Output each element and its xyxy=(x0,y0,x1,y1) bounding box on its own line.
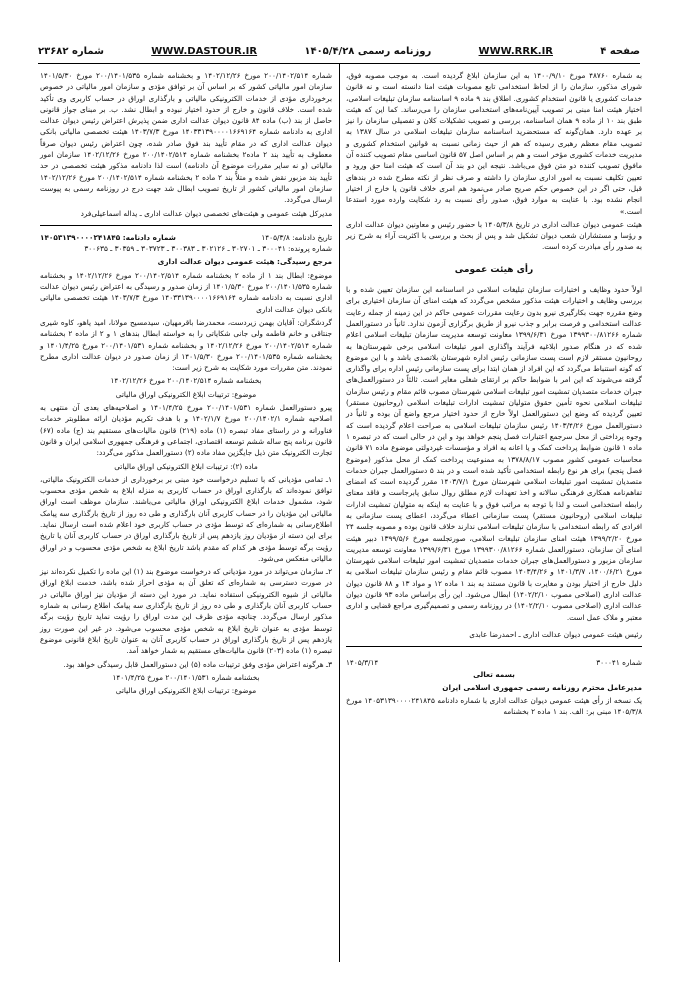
article-title: ماده (۲): ترتیبات ابلاغ الکترونیکی اوراق مالیاتی xyxy=(114,461,258,471)
claimants: گردشگران: آقایان بهمن زیردست، محمدرضا باقرمهیان، سیدمسیح مولانا، امید یاهو، کاوه شیری جنتاقی و خانم فاطمه ولی جانی شکایاتی را به خواسته ابطال بندهای ۱ و ۲ از ماده ۲ بخشنامه شماره ۲۰۰/۱۴۰۲/۵۱۴ مورخ ۱۴۰۲/۱۲/۲۶ و بخشنامه شماره ۲۰۰/۱۴۰۱/۵۳۱ مورخ ۱۴۰۱/۴/۲۵ و بخشنامه شماره ۲۰۰/۱۴۰۱/۵۳۵ مورخ ۱۴۰۱/۵/۳۰ از زمان صدور در دیوان عدالت اداری مطرح نمودند. متن مقررات مورد شکایت به شرح زیر است: xyxy=(40,317,332,373)
signature-line: رئیس هیئت عمومی دیوان عدالت اداری ـ احمدرضا عابدی xyxy=(469,629,642,639)
verdict-meta xyxy=(40,232,332,243)
paragraph: به شماره ۴۸۷۶۰ مورخ ۱۴۰۰/۹/۱۰ به این سازمان ابلاغ گردیده است. به موجب مصوبه فوق، شورای مذکور، سازمان را از لحاظ استخدامی تابع مصوبات هیئت امنا دانسته است و نه قانون خدمات کشوری یا قانون استخدام کشوری. اطلاق بند ۹ ماده ۹ اساسنامه سازمان تبلیغات اسلامی، اختیار هیئت امنا مبنی بر تصویب آیین‌نامه‌های استخدامی سازمان را می‌رساند. کما این که هیئت طبق بند ۱۰ از ماده ۹ همان اساسنامه، بررسی و تصویب تشکیلات کلان و تفصیلی سازمان را نیز بر عهده دارد. همان‌گونه که مستحضرید اساسنامه سازمان تبلیغات اسلامی در سال ۱۳۸۷ به تصویب مقام معظم رهبری رسیده که هم از حیث زمانی نسبت به قوانین استخدام کشوری و مدیریت خدمات کشوری مؤخر است و هم بر اساس اصل ۵۷ قانون اساسی مقام تصویب کننده آن مافوق تصویب کننده دو متن فوق می‌باشد. نتیجه این دو بند آن است که هیئت امنا حق ورود و تعیین تکلیف نسبت به امور اداری سازمان را داشته و صرف نظر از نکته مطرح شده در بندهای قبل، حتی اگر در این خصوص حکم صریح صادر می‌نمود هم امری خلاف قانون یا خارج از اختیار انجام نشده بود. با عنایت به موارد فوق، صدور رأی نسبت به رد شکایت وارده مورد استدعا است.» xyxy=(346,71,642,216)
circular-title: بخشنامه شماره ۲۰۰/۱۴۰۱/۵۳۱ مورخ ۱۴۰۱/۴/۲۵ xyxy=(112,672,260,682)
list-item: ۱ـ تمامی مؤدیانی که با تسلیم درخواست خود مبنی بر برخورداری از خدمات الکترونیک مالیاتی، توافق نموده‌اند که بارگذاری اوراق در حساب کاربری به منزله ابلاغ به شخص مؤدی محسوب شود، مشمول خدمات ابلاغ الکترونیکی اوراق مالیاتی می‌باشند. سازمان موظف است اوراق مالیاتی این مؤدیان را در حساب کاربری آنان بارگذاری و طی ده روز از تاریخ بارگذاری سه پیامک اطلاع‌رسانی به شماره‌ای که توسط مؤدی در حساب کاربری خود اعلام شده است ارسال نماید. برای این دسته از مؤدیان روز یازدهم پس از تاریخ بارگذاری اوراق در حساب کاربری آنان یا تاریخ رؤیت برگه توسط مؤدی هر کدام که مقدم باشد تاریخ ابلاغ به شخص مؤدی محسوب و در اوراق مالیاتی منعکس می‌شود. xyxy=(40,474,332,563)
letter-date: ۱۴۰۵/۳/۱۴ xyxy=(346,658,379,668)
circular-subject: موضوع: ترتیبات ابلاغ الکترونیکی اوراق مالیاتی xyxy=(115,686,257,696)
list-item: ۳ـ هرگونه اعتراض مؤدی وفق ترتیبات ماده (۵) این دستورالعمل قابل رسیدگی خواهد بود. xyxy=(63,659,332,669)
list-item: ۲ـ سازمان می‌تواند در مورد مؤدیانی که درخواست موضوع بند (۱) این ماده را تکمیل نکرده‌اند نیز در صورت دسترسی به شماره‌ای که تعلق آن به مؤدی احراز شده باشد، خدمت ابلاغ اوراق مالیاتی از شیوه الکترونیکی استفاده نماید. در مورد این دسته از مؤدیان نیز اوراق مالیاتی در حساب کاربری آنان بارگذاری و طی ده روز از تاریخ بارگذاری سه پیامک اطلاع رسانی به شماره مذکور ارسال می‌گردد. چنانچه مؤدی ظرف این مدت اوراق را رؤیت نماید تاریخ رؤیت برگه توسط مؤدی به عنوان تاریخ ابلاغ به شخص مؤدی محسوب می‌شود. در غیر این صورت روز یازدهم پس از تاریخ بارگذاری اوراق در حساب کاربری آنان به عنوان تاریخ ابلاغ قانونی موضوع تبصره (۱) ماده (۲۰۳) قانون مالیات‌های مستقیم به شمار خواهد آمد. xyxy=(40,567,332,656)
section-title: رأی هیئت عمومی xyxy=(454,264,534,275)
circular-subject: موضوع: ترتیبات ابلاغ الکترونیکی اوراق مالیاتی xyxy=(115,389,257,399)
page-header xyxy=(38,41,640,61)
letter-number-line xyxy=(346,657,642,668)
addressee: مدیرعامل محترم روزنامه رسمی جمهوری اسلامی ایران xyxy=(442,682,642,692)
right-column xyxy=(346,70,642,720)
rrk-link[interactable]: WWW.RRK.IR xyxy=(478,45,553,57)
issue-number: شماره ۲۳۶۸۲ xyxy=(38,45,104,57)
paragraph: هیئت عمومی دیوان عدالت اداری در تاریخ ۱۴۰۵/۳/۸ با حضور رئیس و معاونین دیوان عدالت اداری و رؤسا و مستشاران شعب دیوان تشکیل شد و پس از بحث و بررسی با اکثریت آراء به شرح زیر به صدور رأی مبادرت کرده است. xyxy=(346,219,643,252)
basmala: بسمه تعالی xyxy=(473,669,515,679)
page-number: صفحه ۴ xyxy=(600,45,640,57)
left-column xyxy=(40,70,332,698)
verdict-date: تاریخ دادنامه: ۱۴۰۵/۳/۸ xyxy=(261,232,332,242)
letter-number: شماره ۳۰۰۰۴۱ xyxy=(596,658,642,668)
circular-title: بخشنامه شماره ۲۰۰/۱۴۰۲/۵۱۴ مورخ ۱۴۰۲/۱۲/۲۶ xyxy=(110,376,262,386)
circular-body: پیرو دستورالعمل شماره ۲۰۰/۱۴۰۱/۵۳۱ مورخ ۱۴۰۱/۴/۲۵ و اصلاحیه‌های بعدی آن منتهی به اصلاحیه شماره ۲۰۰/۱۴۰۲/۱ مورخ ۱۴۰۲/۱/۷ و با هدف تکریم مؤدیان ارائه مطلوبتر خدمات فناورانه و در راستای مفاد تبصره (۱) ماده (۲۱۹) قانون مالیات‌های مستقیم بند (ج) ماده (۶۷) قانون برنامه پنج ساله ششم توسعه اقتصادی، اجتماعی و فرهنگی جمهوری اسلامی ایران و قانون تجارت الکترونیک متن ذیل جایگزین مفاد ماده (۲) دستورالعمل مذکور می‌گردد: xyxy=(40,403,332,458)
reviewing-authority: مرجع رسیدگی: هیئت عمومی دیوان عدالت اداری xyxy=(157,257,332,267)
verdict-number: شماره دادنامه: ۱۴۰۵۳۱۳۹۰۰۰۰۲۴۱۸۴۵ xyxy=(40,232,176,242)
paragraph: یک نسخه از رأی هیئت عمومی دیوان عدالت اداری با شماره دادنامه ۱۴۰۵۳۱۳۹۰۰۰۰۲۴۱۸۴۵ مورخ ۱۴۰۵/۳/۸ مبنی بر: الف. بند ۱ ماده ۲ بخشنامه xyxy=(346,696,643,717)
newspaper-date: روزنامه رسمی ۱۴۰۵/۴/۲۸ xyxy=(304,45,432,57)
separator xyxy=(40,225,332,226)
signature-line: مدیرکل هیئت عمومی و هیئت‌های تخصصی دیوان عدالت اداری ـ یداله اسماعیلی‌فرد xyxy=(80,208,332,218)
ruling-paragraph: اولاً حدود وظایف و اختیارات سازمان تبلیغات اسلامی در اساسنامه این سازمان تعیین شده و با بررسی وظایف و اختیارات هیئت مذکور مشخص می‌گردد که هیئت امنای آن سازمان اختیاری برای وضع مقرره جهت بکارگیری نیرو بدون رعایت مقررات عمومی حاکم در این زمینه از جمله رعایت عدالت استخدامی و فرصت برابر و جذب نیرو از طریق برگزاری آزمون ندارد. ثانیاً در دستورالعمل شماره ۱۳۹۹۳۰۰/۸۱۲۶۶ مورخ ۱۳۹۹/۶/۳۱ معاونت توسعه مدیریت سازمان تبلیغات اسلامی اعلام شده که در هنگام صدور ابلاغیه فرآیند واگذاری امور تبلیغات اسلامی برخی شهرستان‌ها به روحانیون مستقر لازم است پست سازمانی رئیس اداره شهرستان بلاتصدی باشد و با این موضوع که گونه استنباط می‌گردد که این افراد از همان ابتدا برای پست سازمانی رئیس اداره برای واگذاری گرفته می‌شوند که این امر با ضوابط حاکم بر ارتقای شغلی مغایر است. ثالثاً در دستورالعمل‌های جبران خدمات متصدیان تمشیت امور تبلیغات اسلامی شهرستان مصوب قائم مقام و رئیس سازمان تبلیغات اسلامی نحوه تأمین حقوق متولیان تمشیت ادارات تبلیغات اسلامی (روحانیون مستقر) تعیین گردیده که وضع این دستورالعمل اولاً خارج از حدود اختیار مرجع واضع آن بوده و ثانیاً در دستورالعمل مورخ ۱۴۰۳/۴/۲۶ رئیس سازمان تبلیغات اسلامی به صراحت اعلام گردیده است که وجوه پرداختی از محل سرجمع اعتبارات فصل پنجم خواهد بود و این در حالی است که در تبصره ۱ ماده ۱ قانون ضوابط پرداخت کمک و یا اعانه به افراد و مؤسسات غیردولتی موضوع ماده ۷۱ قانون محاسبات عمومی کشور مصوب ۱۳۷۸/۸/۱۷ به ممنوعیت پرداخت کمک از محل مذکور (موضوع فصل پنجم) برای هر نوع رابطه استخدامی تأکید شده است و در بند ۵ دستورالعمل جبران خدمات متصدیان تمشیت امور تبلیغات اسلامی شهرستان مورخ ۱۴۰۳/۷/۱ مقرر گردیده است که امضای تفاهم‌نامه همکاری فرهنگی سالانه و اخذ تعهدات لازم مطلق روال سابق پابرجاست و فاقد معنای رابطه استخدامی است و لذا با توجه به مراتب فوق و با عنایت به اینکه به متولیان تمشیت ادارات تبلیغات اسلامی (روحانیون مستقر) پست سازمانی اعطاء می‌گردد، اعطای پست سازمانی به افرادی که رابطه استخدامی با سازمان تبلیغات اسلامی ندارند خلاف قانون بوده و مصوبه جلسه ۲۴ مورخ ۱۳۹۹/۲/۲۰ هیئت امنای سازمان تبلیغات اسلامی، صورتجلسه مورخ ۱۳۹۹/۵/۶ دبیر هیئت امنای آن سازمان، دستورالعمل شماره ۱۳۹۹۳۰۰/۸۱۲۶۶ مورخ ۱۳۹۹/۶/۳۱ معاونت توسعه مدیریت سازمان مزبور و دستورالعمل‌های جبران خدمات متصدیان تمشیت امور تبلیغات اسلامی شهرستان مورخ ۱۴۰۰/۶/۲۱، ۱۴۰۱/۳/۷ و ۱۴۰۳/۴/۲۶ مصوب قائم مقام و رئیس سازمان تبلیغات اسلامی به دلیل خارج از اختیار بودن و مغایرت با قانون مستند به بند ۱ ماده ۱۲ و مواد ۱۳ و ۸۸ قانون دیوان عدالت اداری (اصلاحی مصوب ۱۴۰۲/۲/۱۰) ابطال می‌شود. این رأی براساس ماده ۹۳ قانون دیوان عدالت اداری (اصلاحی مصوب ۱۴۰۲/۲/۱۰) در روزنامه رسمی و تصمیم‌گیری مراجع قضایی و اداری معتبر و ملاک عمل است. xyxy=(346,285,642,622)
subject: موضوع: ابطال بند ۱ از ماده ۲ بخشنامه شماره ۲۰۰/۱۴۰۲/۵۱۴ مورخ ۱۴۰۲/۱۲/۲۶ و بخشنامه شماره ۲۰۰/۱۴۰۱/۵۳۵ مورخ ۱۴۰۱/۵/۳۰ از زمان صدور و رسیدگی به اعتراض رئیس دیوان عدالت اداری نسبت به دادنامه شماره ۱۴۰۳۳۱۳۹۰۰۰۰۱۶۶۹۱۶۴ مورخ ۱۴۰۳/۷/۳ هیئت تخصصی مالیاتی بانکی دیوان عدالت اداری xyxy=(40,270,333,314)
separator xyxy=(346,646,642,647)
column-divider xyxy=(339,64,340,962)
case-number: شماره پرونده: ۳۰۰۰۴۱ ـ ۳۰۲۷۰۱ ـ ۳۰۲۱۲۶ ـ ۳۰۰۳۸۳ ـ ۳۰۳۷۲۳ ـ ۳۰۳۵۹ ـ ۳۰۰۶۳۵ xyxy=(84,244,332,254)
dastour-link[interactable]: WWW.DASTOUR.IR xyxy=(151,45,258,57)
paragraph: شماره ۲۰۰/۱۴۰۲/۵۱۴ مورخ ۱۴۰۲/۱۲/۲۶ و بخشنامه شماره ۲۰۰/۱۴۰۱/۵۳۵ مورخ ۱۴۰۱/۵/۳۰ سازمان امور مالیاتی کشور که بر اساس آن بر توافق مؤدی و سازمان امور مالیاتی در خصوص برخورداری مؤدی از خدمات الکترونیکی مالیاتی و بارگذاری اوراق در حساب کاربری وی تأکید شده است. خلاف قانون و خارج از حدود اختیار نبوده و ابطال نشد. ب. بر مبنای جواز قانونی حاصل از بند (ب) ماده ۸۴ قانون دیوان عدالت اداری ضمن پذیرش اعتراض رئیس دیوان عدالت اداری به دادنامه شماره ۱۴۰۳۳۱۳۹۰۰۰۰۱۶۶۹۱۶۴ مورخ ۱۴۰۳/۷/۳ هیئت تخصصی مالیاتی بانکی دیوان عدالت اداری که در مقام تأیید بند فوق صادر شده، چون اعتراض رئیس دیوان صرفاً معطوف به تأیید بند ۲ ماده۲ بخشنامه شماره ۲۰۰/۱۴۰۲/۵۱۴ مورخ ۱۴۰۲/۱۲/۲۶ سازمان امور مالیاتی (و نه سایر مقررات موضوع آن دادنامه) است لذا دادنامه مذکور هیئت تخصصی در حد تأیید بند مزبور نقض شده و متلاًّ بند ۲ ماده ۲ بخشنامه شماره ۲۰۰/۱۴۰۲/۵۱۴ مورخ ۱۴۰۲/۱۲/۲۶ سازمان امور مالیاتی کشور از تاریخ تصویب ابطال شد جهت درج در روزنامه رسمی به پیوست ارسال می‌گردد. xyxy=(40,71,332,205)
